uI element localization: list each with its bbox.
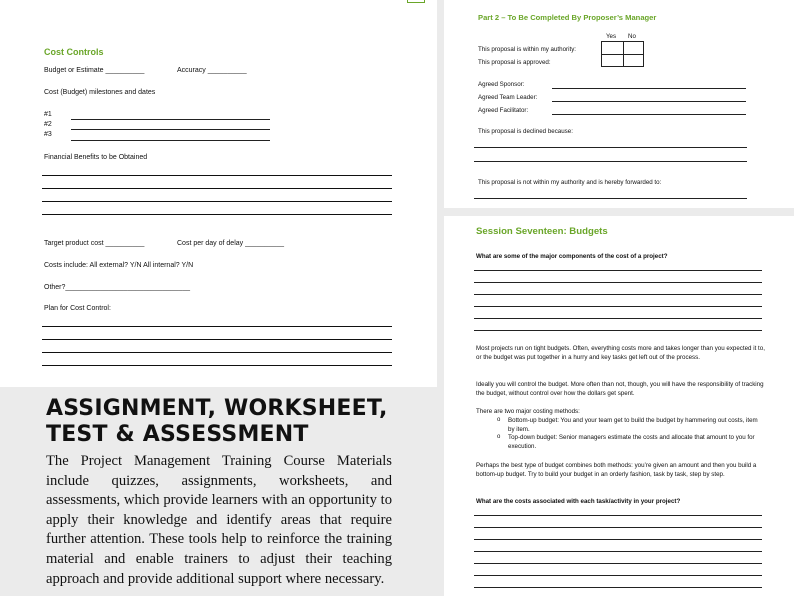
plan-line-4[interactable] bbox=[42, 365, 392, 366]
agreed-facilitator-label: Agreed Facilitator: bbox=[478, 107, 529, 114]
agreed-sponsor-line[interactable] bbox=[552, 88, 746, 89]
milestone-3-line[interactable] bbox=[71, 140, 270, 141]
milestone-2-line[interactable] bbox=[71, 129, 270, 130]
answer1-line-4[interactable] bbox=[474, 306, 762, 307]
plan-cost-control-label: Plan for Cost Control: bbox=[44, 305, 111, 312]
milestone-1-line[interactable] bbox=[71, 119, 270, 120]
declined-label: This proposal is declined because: bbox=[478, 128, 573, 135]
agreed-facilitator-line[interactable] bbox=[552, 114, 746, 115]
plan-line-2[interactable] bbox=[42, 339, 392, 340]
yes-column-label: Yes bbox=[606, 33, 617, 40]
bullet-2-marker: o bbox=[497, 434, 501, 440]
plan-line-1[interactable] bbox=[42, 326, 392, 327]
question-2: What are the costs associated with each task/activity in your project? bbox=[476, 498, 681, 505]
answer1-line-2[interactable] bbox=[474, 282, 762, 283]
financial-line-3[interactable] bbox=[42, 201, 392, 202]
part2-title: Part 2 – To Be Completed By Proposer’s Manager bbox=[478, 13, 657, 22]
approved-label: This proposal is approved: bbox=[478, 59, 551, 66]
overlay-description: The Project Management Training Course Materials include quizzes, assignments, worksheets, and assessments, which provide learners with an opportunity to apply their knowledge and identify areas that require further attention. These tools help to reinforce the training material and enable trainers to adjust their teaching approach and provide additional support where necessary. bbox=[46, 453, 392, 587]
session-title: Session Seventeen: Budgets bbox=[476, 226, 608, 237]
answer2-line-4[interactable] bbox=[474, 551, 762, 552]
top-down-bullet: Top-down budget: Senior managers estimate the costs and allocate that amount to you for execution. bbox=[508, 434, 755, 450]
agreed-sponsor-label: Agreed Sponsor: bbox=[478, 81, 525, 88]
financial-line-2[interactable] bbox=[42, 188, 392, 189]
plan-line-3[interactable] bbox=[42, 352, 392, 353]
costs-include-label: Costs include: All external? Y/N All internal? Y/N bbox=[44, 262, 194, 269]
budget-paragraph-2: Ideally you will control the budget. More often than not, though, you will have the responsibility of tracking the budget, without control over how the dollars get spent. bbox=[476, 381, 764, 397]
target-cost-label: Target product cost __________ bbox=[44, 240, 145, 247]
answer2-line-5[interactable] bbox=[474, 563, 762, 564]
financial-line-4[interactable] bbox=[42, 214, 392, 215]
question-1: What are some of the major components of the cost of a project? bbox=[476, 253, 668, 260]
agreed-team-leader-line[interactable] bbox=[552, 101, 746, 102]
answer1-line-3[interactable] bbox=[474, 294, 762, 295]
cost-controls-page bbox=[0, 0, 437, 387]
answer2-line-1[interactable] bbox=[474, 515, 762, 516]
answer1-line-6[interactable] bbox=[474, 330, 762, 331]
milestones-label: Cost (Budget) milestones and dates bbox=[44, 89, 156, 96]
accuracy-label: Accuracy __________ bbox=[177, 67, 247, 74]
not-within-authority-label: This proposal is not within my authority and is hereby forwarded to: bbox=[478, 179, 662, 186]
bottom-up-bullet: Bottom-up budget: You and your team get to build the budget by hammering out costs, item by item. bbox=[508, 417, 758, 433]
forwarded-to-line[interactable] bbox=[474, 198, 747, 199]
budget-paragraph-1: Most projects run on tight budgets. Often, everything costs more and takes longer than you expected it to, or the budget was put together in a hurry and key tasks get left out of the process. bbox=[476, 345, 765, 361]
declined-line-1[interactable] bbox=[474, 147, 747, 148]
yes-no-checkbox-grid[interactable] bbox=[601, 41, 644, 67]
cost-controls-title: Cost Controls bbox=[44, 47, 104, 57]
overlay-headline: ASSIGNMENT, WORKSHEET, TEST & ASSESSMENT bbox=[46, 396, 388, 447]
answer1-line-5[interactable] bbox=[474, 318, 762, 319]
answer2-line-3[interactable] bbox=[474, 539, 762, 540]
other-label: Other?________________________________ bbox=[44, 284, 190, 291]
cost-delay-label: Cost per day of delay __________ bbox=[177, 240, 285, 247]
no-column-label: No bbox=[628, 33, 636, 40]
budget-estimate-label: Budget or Estimate __________ bbox=[44, 67, 145, 74]
answer2-line-2[interactable] bbox=[474, 527, 762, 528]
manager-approval-page bbox=[444, 0, 794, 208]
milestone-3-label: #3 bbox=[44, 131, 52, 138]
within-authority-label: This proposal is within my authority: bbox=[478, 46, 577, 53]
agreed-team-leader-label: Agreed Team Leader: bbox=[478, 94, 538, 101]
bullet-1-marker: o bbox=[497, 417, 501, 423]
declined-line-2[interactable] bbox=[474, 161, 747, 162]
financial-benefits-label: Financial Benefits to be Obtained bbox=[44, 154, 148, 161]
budget-paragraph-3: There are two major costing methods: bbox=[476, 408, 580, 415]
financial-line-1[interactable] bbox=[42, 175, 392, 176]
milestone-2-label: #2 bbox=[44, 121, 52, 128]
budget-paragraph-4: Perhaps the best type of budget combines both methods: you’re given an amount and then you build a bottom-up budget. Try to build your budget in an orderly fashion, task by task, step by step. bbox=[476, 462, 757, 478]
answer1-line-1[interactable] bbox=[474, 270, 762, 271]
milestone-1-label: #1 bbox=[44, 111, 52, 118]
page-corner-mark bbox=[407, 0, 425, 3]
answer2-line-7[interactable] bbox=[474, 587, 762, 588]
answer2-line-6[interactable] bbox=[474, 575, 762, 576]
